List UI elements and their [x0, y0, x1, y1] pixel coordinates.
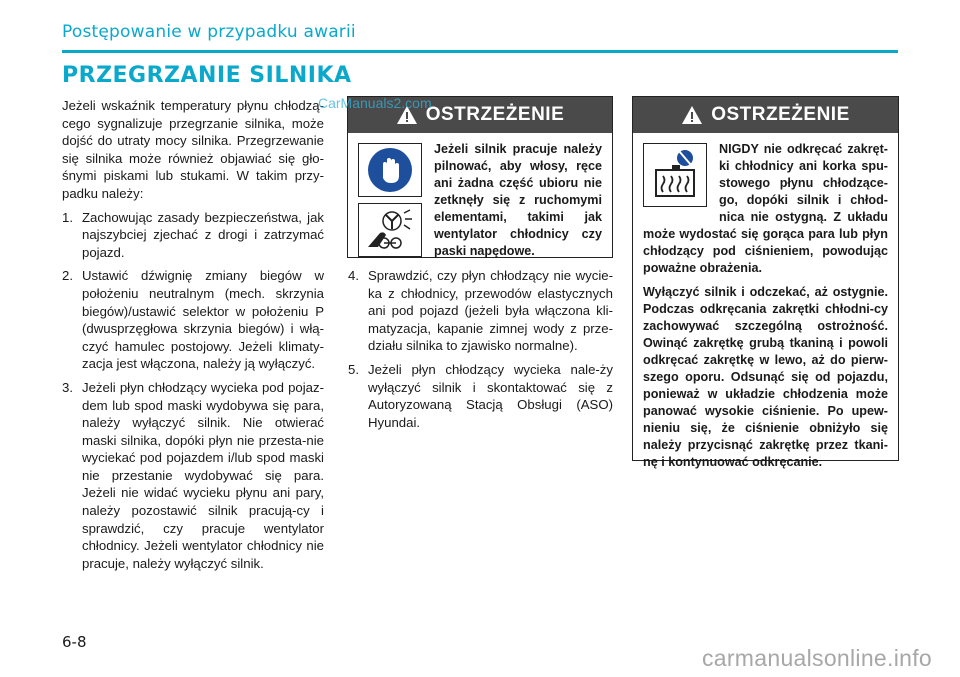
warning-triangle-icon — [681, 105, 703, 125]
warning-text: NIGDY nie odkręcać zakręt-ki chłodnicy ani korka spu-stowego płynu chłodzące-go, dopóki silnik i chłod-nica nie ostygną. Z układu może wydostać się gorąca para lub płyn chłodzący pod ciśnieniem, powodując poważne obrażenia. — [643, 142, 888, 275]
step-number: 4. — [348, 268, 359, 283]
step-number: 3. — [62, 379, 73, 395]
warning-text: Wyłączyć silnik i odczekać, aż ostygnie. Podczas odkręcania zakrętki chłodni-cy zachowywać szczególną ostrożność. Owinąć zakrętkę grubą tkaniną i powoli odkręcać zakrętkę w lewo, aż do pierw-szego oporu. Odsunąć się od pojazdu, ponieważ w układzie chłodzenia może panować wysokie ciśnienie. Po upew-nieniu się, że ciśnienie obniżyło się należy przycisnąć zakrętkę przez tkani-nę i kontynuować odkręcanie. — [643, 285, 888, 469]
list-item — [62, 379, 324, 573]
list-item — [62, 209, 324, 262]
watermark-link[interactable]: CarManuals2.com — [318, 95, 432, 111]
page-number: 6-8 — [62, 633, 87, 651]
step-text: Ustawić dźwignię zmiany biegów w położeniu neutralnym (mech. skrzynia biegów)/ustawić selektor w położeniu P (dwusprzęgłowa skrzynia biegów) i włą-czyć hamulec postojowy. Jeżeli klimaty-zacja jest włączona, należy ją wyłączyć. — [82, 268, 324, 372]
warning-header — [633, 97, 898, 133]
step-number: 5. — [348, 361, 359, 377]
step-text: Jeżeli płyn chłodzący wycieka pod pojaz-dem lub spod maski wydobywa się para, należy wyłączyć silnik. Nie otwierać maski silnika, dopóki płyn nie przesta-nie wyciekać pod pojazdem i/lub spod maski nie przestanie wydobywać się para. Jeżeli nie widać wycieku płynu ani pary, należy pozostawić silnik pracują-cy i sprawdzić, czy pracuje wentylator chłodnicy. Jeżeli wentylator chłodnicy nie pracuje, należy wyłączyć silnik. — [82, 379, 324, 571]
hand-stop-icon — [358, 143, 422, 197]
hot-radiator-icon — [643, 143, 707, 207]
warning-label: OSTRZEŻENIE — [425, 104, 565, 125]
list-item — [348, 267, 613, 355]
step-text: Zachowując zasady bezpieczeństwa, jak najszybciej zjechać z drogi i zatrzymać pojazd. — [82, 209, 324, 260]
footer-watermark: carmanualsonline.info — [701, 645, 932, 671]
right-column-list — [348, 267, 613, 437]
chapter-title: Postępowanie w przypadku awarii — [62, 22, 356, 42]
warning-box-radiator-cap — [632, 96, 899, 469]
steps-list-1 — [62, 209, 324, 573]
step-text: Sprawdzić, czy płyn chłodzący nie wycie-ka z chłodnicy, przewodów elastycznych ani pod pojazd (jeżeli była włączona kli-matyzacja, kapanie zimnej wody z prze-działu silnika to zjawisko normalne). — [368, 268, 613, 354]
warning-box-moving-parts — [347, 96, 613, 258]
fan-hazard-icon — [358, 203, 422, 257]
intro-paragraph: Jeżeli wskaźnik temperatury płynu chłodzą-cego sygnalizuje przegrzanie silnika, może dojść do utraty mocy silnika. Przegrzewanie się silnika może również objawiać się gło-śnymi piskami lub stukami. W takim przy-padku należy: — [62, 98, 324, 201]
section-title: PRZEGRZANIE SILNIKA — [62, 63, 352, 88]
left-column — [62, 97, 324, 578]
warning-label: OSTRZEŻENIE — [711, 104, 850, 125]
step-number: 1. — [62, 209, 73, 225]
list-item — [62, 267, 324, 373]
list-item — [348, 361, 613, 431]
step-text: Jeżeli płyn chłodzący wycieka nale-ży wyłączyć silnik i skontaktować się z Autoryzowaną Stacją Obsługi (ASO) Hyundai. — [368, 361, 613, 430]
step-number: 2. — [62, 268, 73, 284]
header-divider — [62, 50, 898, 53]
steps-list-2 — [348, 267, 613, 431]
warning-text: Jeżeli silnik pracuje należy pilnować, aby włosy, ręce ani żadna część ubioru nie zetknęły się z ruchomymi elementami, takimi jak wentylator chłodnicy czy paski napędowe. — [434, 142, 602, 258]
